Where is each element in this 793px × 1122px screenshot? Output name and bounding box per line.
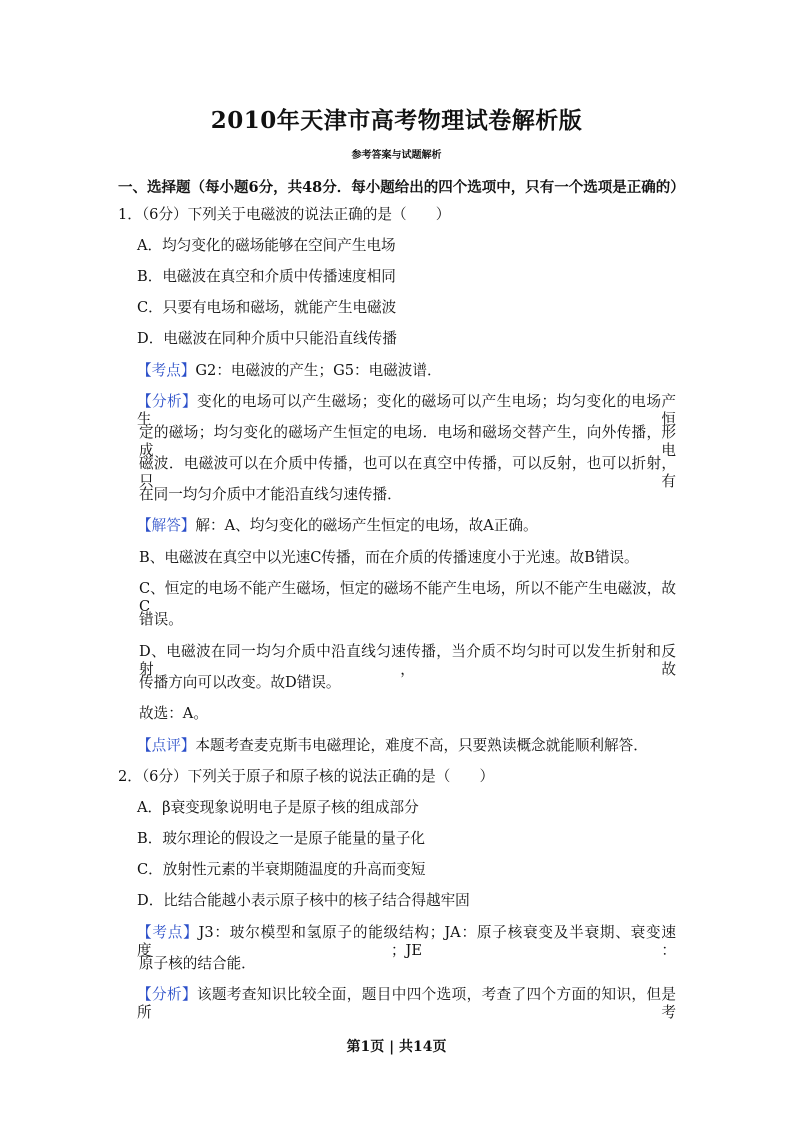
question-line [118,768,494,786]
line-text: 1．（6分）下列关于电磁波的说法正确的是（ ） [118,206,451,223]
page-footer: 第1页 | 共14页 [346,1039,447,1055]
line-text: B、电磁波在真空中以光速C传播，而在介质的传播速度小于光速。故B错误。 [139,549,639,566]
line-text: 本题考查麦克斯韦电磁理论，难度不高，只要熟读概念就能顺利解答． [195,737,648,754]
section-heading: 一、选择题（每小题6分，共48分．每小题给出的四个选项中，只有一个选项是正确的） [118,179,685,196]
text-line [139,955,256,973]
section-tag: 【分析】 [137,986,197,1003]
line-text: 解：A、均匀变化的磁场产生恒定的电场，故A正确。 [195,517,538,534]
line-text: C．放射性元素的半衰期随温度的升高而变短 [137,861,426,878]
document-title: 2010年天津市高考物理试卷解析版 [210,107,583,134]
option-line [137,268,396,286]
section-tag: 【考点】 [137,362,196,379]
line-text: A．β衰变现象说明电子是原子核的组成部分 [137,799,419,816]
text-line [137,517,538,535]
option-line [137,299,396,317]
text-line [137,362,442,380]
text-line [139,705,208,723]
text-line [137,986,676,1022]
option-line [137,861,425,879]
line-text: C．只要有电场和磁场，就能产生电磁波 [137,299,397,316]
line-text: 在同一均匀介质中才能沿直线匀速传播． [139,486,402,503]
line-text: C、恒定的电场不能产生磁场，恒定的磁场不能产生电场，所以不能产生电磁波，故C [139,580,676,615]
text-line [139,674,340,692]
line-text: B．电磁波在真空和介质中传播速度相同 [137,268,396,285]
section-tag: 【点评】 [137,737,196,754]
document-subtitle: 参考答案与试题解析 [351,150,442,161]
section-tag: 【解答】 [137,517,196,534]
line-text: 磁波．电磁波可以在介质中传播，也可以在真空中传播，可以反射，也可以折射，只有 [139,455,676,490]
option-line [137,237,396,255]
line-text: D、电磁波在同一均匀介质中沿直线匀速传播，当介质不均匀时可以发生折射和反射，故 [139,643,676,678]
text-line [139,549,639,567]
line-text: A．均匀变化的磁场能够在空间产生电场 [137,237,396,254]
line-text: G2：电磁波的产生；G5：电磁波谱． [195,362,442,379]
line-text: 原子核的结合能． [139,955,256,972]
text-line [137,737,648,755]
section-tag: 【分析】 [137,393,197,410]
question-line [118,206,450,224]
line-text: 2．（6分）下列关于原子和原子核的说法正确的是（ ） [118,768,495,785]
option-line [137,830,425,848]
line-text: D．电磁波在同种介质中只能沿直线传播 [137,330,397,347]
text-line [139,486,402,504]
option-line [137,330,397,348]
text-line [139,611,183,629]
option-line [137,892,470,910]
line-text: J3：玻尔模型和氢原子的能级结构；JA：原子核衰变及半衰期、衰变速度；JE： [137,924,676,959]
line-text: 定的磁场；均匀变化的磁场产生恒定的电场．电场和磁场交替产生，向外传播，形成电 [139,424,676,459]
line-text: 该题考查知识比较全面，题目中四个选项，考查了四个方面的知识，但是所考 [137,986,676,1021]
line-text: 故选：A。 [139,705,208,722]
line-text: 变化的电场可以产生磁场；变化的磁场可以产生电场；均匀变化的电场产生恒 [137,393,676,428]
option-line [137,799,419,817]
section-tag: 【考点】 [137,924,199,941]
line-text: 传播方向可以改变。故D错误。 [139,674,341,691]
line-text: D．比结合能越小表示原子核中的核子结合得越牢固 [137,892,470,909]
line-text: 错误。 [139,611,183,628]
text-line [139,580,676,616]
line-text: B．玻尔理论的假设之一是原子能量的量子化 [137,830,426,847]
